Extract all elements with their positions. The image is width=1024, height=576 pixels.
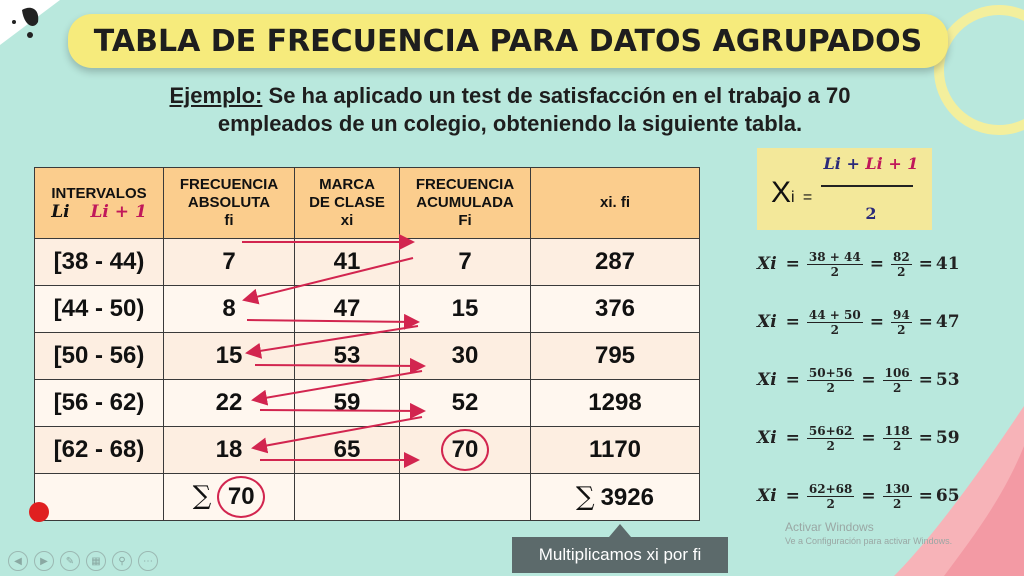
example-text [120,82,900,138]
class-mark-calc: Xi = $\frac{38 + 44}{2}$ = $\frac{82}{2}$ = 41 [757,249,960,279]
slides-grid-icon[interactable]: ▦ [86,551,106,571]
calc-xi: Xi [757,254,777,274]
circled-total-Fi: 70 [441,429,489,471]
title-banner [68,14,948,68]
annotation-tooltip: Multiplicamos xi por fi [512,537,728,573]
cell-empty [295,474,400,521]
header-li-plus-1: Li + 1 [90,201,147,222]
cell-interval: [62 - 68) [35,427,164,474]
table-row [35,286,700,333]
calc-den: 2 [892,438,902,453]
cell-xifi: 1170 [531,427,700,474]
calc-den: 2 [892,380,902,395]
cell-Fi: 52 [400,380,531,427]
zoom-icon[interactable]: ⚲ [112,551,132,571]
cell-Fi: 7 [400,239,531,286]
circled-total-fi: 70 [217,476,265,518]
cell-fi: 8 [164,286,295,333]
watermark-line-1: Activar Windows [785,520,874,534]
total-xifi-cell [531,474,700,521]
sigma-symbol: ∑ [192,481,212,511]
calc-num: 50+56 [808,365,853,380]
table-row [35,380,700,427]
formula-eq: = [802,189,813,206]
calc-den: 2 [892,496,902,511]
class-mark-calc: Xi = $\frac{50+56}{2}$ = $\frac{106}{2}$ = 53 [757,365,960,395]
calc-result: 47 [935,312,960,332]
total-xifi-value: 3926 [600,484,654,511]
calc-fraction [883,424,912,453]
cell-Fi: 30 [400,333,531,380]
calc-fraction [807,482,854,511]
header-mc-line1: MARCA [319,176,375,193]
calc-den: 2 [826,380,835,395]
cell-Fi [400,427,531,474]
header-intervalos [35,168,164,239]
cell-xi: 65 [295,427,400,474]
cell-xi: 41 [295,239,400,286]
calc-num: 82 [892,249,910,264]
cell-xifi: 1298 [531,380,700,427]
header-frecuencia-absoluta [164,168,295,239]
tooltip-caret [609,524,631,537]
calc-num: 38 + 44 [808,249,861,264]
header-xi-fi: xi. fi [531,168,700,239]
cell-xifi: 287 [531,239,700,286]
calc-result: 59 [935,428,960,448]
calc-num: 118 [884,423,910,438]
formula-sub: i [791,189,795,206]
cell-xi: 53 [295,333,400,380]
header-facum-line1: FRECUENCIA [415,176,515,193]
total-fi-cell [164,474,295,521]
calc-den: 2 [830,264,839,279]
calc-num: 56+62 [808,423,853,438]
cell-fi: 15 [164,333,295,380]
calc-fraction [891,308,912,337]
header-fa-symbol: fi [224,212,234,229]
formula-denominator: 2 [865,204,877,223]
calc-result: 53 [935,370,960,390]
calc-num: 130 [884,481,910,496]
cell-xi: 59 [295,380,400,427]
header-mc-symbol: xi [340,212,354,229]
calc-fraction [883,366,912,395]
cell-Fi: 15 [400,286,531,333]
calc-fraction [807,250,863,279]
calc-fraction [891,250,912,279]
header-mc-line2: DE CLASE [309,194,385,211]
table-row [35,427,700,474]
slideshow-controls [8,551,158,571]
calc-fraction [807,424,854,453]
calc-xi: Xi [757,428,777,448]
windows-activation-watermark [785,520,952,546]
calc-den: 2 [830,322,839,337]
table-row [35,239,700,286]
example-line-1: Se ha aplicado un test de satisfacción en el trabajo a 70 [268,83,851,108]
formula-x: X [771,176,792,209]
header-li: Li [51,201,70,222]
formula-fraction-bar [821,185,913,187]
pen-icon[interactable]: ✎ [60,551,80,571]
header-facum-symbol: Fi [458,212,472,229]
example-line-2: empleados de un colegio, obteniendo la siguiente tabla. [217,111,803,136]
calc-fraction [807,366,854,395]
formula-lhs [771,176,812,210]
cell-interval: [50 - 56) [35,333,164,380]
cell-interval: [56 - 62) [35,380,164,427]
header-marca-de-clase [295,168,400,239]
next-slide-icon[interactable]: ▶ [34,551,54,571]
cell-fi: 18 [164,427,295,474]
example-label: Ejemplo: [169,83,263,108]
header-fa-line2: ABSOLUTA [187,194,271,211]
sigma-symbol: ∑ [576,482,595,512]
header-facum-line2: ACUMULADA [416,194,514,211]
calc-den: 2 [826,438,835,453]
calc-fraction [883,482,912,511]
calc-xi: Xi [757,370,777,390]
formula-numerator-a: Li + [823,154,866,173]
calc-num: 62+68 [808,481,853,496]
formula-numerator [815,154,927,173]
cell-interval: [44 - 50) [35,286,164,333]
calc-num: 106 [884,365,910,380]
formula-numerator-b: Li + 1 [865,154,919,173]
cell-xifi: 376 [531,286,700,333]
calc-den: 2 [897,264,906,279]
calc-xi: Xi [757,486,777,506]
previous-slide-icon[interactable]: ◀ [8,551,28,571]
calc-result: 65 [935,486,960,506]
table-totals-row [35,474,700,521]
class-mark-calc: Xi = $\frac{62+68}{2}$ = $\frac{130}{2}$ = 65 [757,481,960,511]
class-mark-calc: Xi = $\frac{56+62}{2}$ = $\frac{118}{2}$ = 59 [757,423,960,453]
decorative-brush-top-left [0,0,80,60]
cell-empty [400,474,531,521]
calc-fraction [807,308,863,337]
laser-pointer-icon [29,502,49,522]
cell-xifi: 795 [531,333,700,380]
calc-result: 41 [935,254,960,274]
calc-den: 2 [826,496,835,511]
cell-interval: [38 - 44) [35,239,164,286]
cell-empty [35,474,164,521]
cell-fi: 7 [164,239,295,286]
cell-fi: 22 [164,380,295,427]
class-mark-formula [757,148,932,230]
class-mark-calc: Xi = $\frac{44 + 50}{2}$ = $\frac{94}{2}$ = 47 [757,307,960,337]
table-row [35,333,700,380]
watermark-line-2: Ve a Configuración para activar Windows. [785,536,953,546]
cell-xi: 47 [295,286,400,333]
calc-num: 94 [892,307,910,322]
calc-xi: Xi [757,312,777,332]
header-frecuencia-acumulada [400,168,531,239]
header-intervalos-label: INTERVALOS [51,184,147,202]
calc-num: 44 + 50 [808,307,861,322]
frequency-table [34,167,700,521]
page-title: TABLA DE FRECUENCIA PARA DATOS AGRUPADOS [93,23,923,59]
header-fa-line1: FRECUENCIA [179,176,279,193]
table-header-row [35,168,700,239]
calc-den: 2 [897,322,906,337]
more-options-icon[interactable]: ⋯ [138,551,158,571]
